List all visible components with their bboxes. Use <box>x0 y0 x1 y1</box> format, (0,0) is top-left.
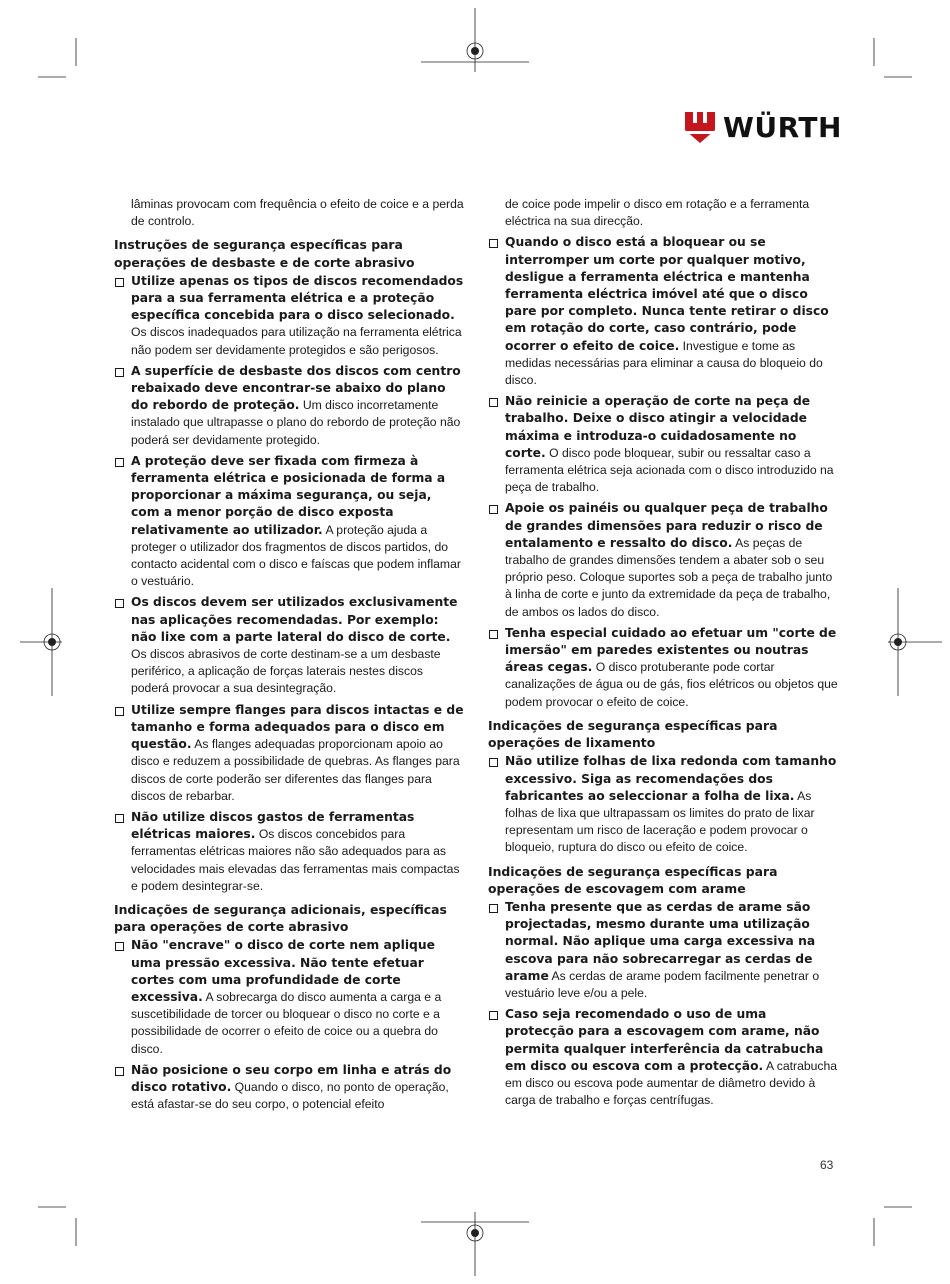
page-number: 63 <box>820 1158 834 1172</box>
checkbox-bullet-icon <box>115 707 124 716</box>
list-item: Não utilize folhas de lixa redonda com tamanho excessivo. Siga as recomendações dos fabricantes ao seleccionar a folha de lixa. As folhas de lixa que ultrapassam os limites do prato de lixar representam um risco de laceração e podem provocar o bloqueio, ruptura do disco ou efeito de coice. <box>488 753 838 856</box>
section-heading-sanding: Indicações de segurança específicas para operações de lixamento <box>488 717 778 751</box>
intro-paragraph: de coice pode impelir o disco em rotação e a ferramenta eléctrica na sua direcção. <box>505 197 810 229</box>
checkbox-bullet-icon <box>489 758 498 767</box>
checkbox-bullet-icon <box>489 239 498 248</box>
section-heading-wire-brushing: Indicações de segurança específicas para operações de escovagem com arame <box>488 863 778 896</box>
list-item: Caso seja recomendado o uso de uma protecção para a escovagem com arame, não permita qualquer interferência da catrabucha em disco ou escova com a protecção. A catrabucha em disco ou escova pode aumentar de diâmetro devido à carga de trabalho e forças centrífugas. <box>488 1006 838 1109</box>
list-item: Quando o disco está a bloquear ou se interromper um corte por qualquer motivo, desligue a ferramenta eléctrica e mantenha ferramenta eléctrica imóvel até que o disco pare por completo. Nunca tente retirar o disco em rotação do corte, caso contrário, pode ocorrer o efeito de coice. Investigue e tome as medidas necessárias para eliminar a causa do bloqueio do disco. <box>488 234 838 389</box>
checkbox-bullet-icon <box>489 904 498 913</box>
list-item: A proteção deve ser fixada com firmeza à ferramenta elétrica e posicionada de forma a proporcionar a máxima segurança, ou seja, com a menor porção de disco exposta relativamente ao utilizador. A proteção ajuda a proteger o utilizador dos fragmentos de discos partidos, do contacto acidental com o disco e faíscas que podem inflamar o vestuário. <box>114 453 464 591</box>
checkbox-bullet-icon <box>489 505 498 514</box>
list-item: Tenha especial cuidado ao efetuar um "corte de imersão" em paredes existentes ou noutras áreas cegas. O disco protuberante pode cortar canalizações de água ou de gás, fios elétricos ou objetos que podem provocar o efeito de coice. <box>488 625 838 711</box>
brand-name: WÜRTH <box>723 111 842 144</box>
checkbox-bullet-icon <box>115 942 124 951</box>
section-heading-cutting: Indicações de segurança adicionais, específicas para operações de corte abrasivo <box>114 901 447 935</box>
checkbox-bullet-icon <box>115 458 124 467</box>
list-item: Os discos devem ser utilizados exclusivamente nas aplicações recomendadas. Por exemplo: não lixe com a parte lateral do disco de corte. Os discos abrasivos de corte destinam-se a um desbaste periférico, a aplicação de forças laterais nestes discos poderá provocar a sua desintegração. <box>114 594 464 697</box>
list-item: Utilize sempre flanges para discos intactas e de tamanho e forma adequados para o disco em questão. As flanges adequadas proporcionam apoio ao disco e reduzem a possibilidade de quebras. As flanges para discos de corte poderão ser diferentes das flanges para discos de rebarbar. <box>114 702 464 805</box>
list-item: Tenha presente que as cerdas de arame são projectadas, mesmo durante uma utilização normal. Não aplique uma carga excessiva na escova para não sobrecarregar as cerdas de arame As cerdas de arame podem facilmente penetrar o vestuário leve e/ou a pele. <box>488 899 838 1002</box>
checkbox-bullet-icon <box>115 368 124 377</box>
checkbox-bullet-icon <box>489 630 498 639</box>
list-item: Não "encrave" o disco de corte nem aplique uma pressão excessiva. Não tente efetuar cortes com uma profundidade de corte excessiva. A sobrecarga do disco aumenta a carga e a suscetibilidade de torcer ou bloquear o disco no corte e a possibilidade de ocorrer o efeito de coice ou a quebra do disco. <box>114 937 464 1057</box>
left-column <box>114 196 464 1117</box>
right-column <box>488 196 838 1113</box>
checkbox-bullet-icon <box>489 398 498 407</box>
list-item: Não posicione o seu corpo em linha e atrás do disco rotativo. Quando o disco, no ponto de operação, está afastar-se do seu corpo, o potencial efeito <box>114 1062 464 1114</box>
checkbox-bullet-icon <box>489 1011 498 1020</box>
list-item: Utilize apenas os tipos de discos recomendados para a sua ferramenta elétrica e a proteção específica concebida para o disco selecionado. Os discos inadequados para utilização na ferramenta elétrica não podem ser devidamente protegidos e são perigosos. <box>114 273 464 359</box>
list-item: A superfície de desbaste dos discos com centro rebaixado deve encontrar-se abaixo do plano do rebordo de proteção. Um disco incorretamente instalado que ultrapasse o plano do rebordo de proteção não poderá ser devidamente protegido. <box>114 363 464 449</box>
list-item: Não reinicie a operação de corte na peça de trabalho. Deixe o disco atingir a velocidade máxima e introduza-o cuidadosamente no corte. O disco pode bloquear, subir ou ressaltar caso a ferramenta elétrica seja acionada com o disco introduzido na peça de trabalho. <box>488 393 838 496</box>
list-item: Apoie os painéis ou qualquer peça de trabalho de grandes dimensões para reduzir o risco de entalamento e ressalto do disco. As peças de trabalho de grandes dimensões tendem a abater sob o seu próprio peso. Coloque suportes sob a peça de trabalho junto à linha de corte e junto da extremidade da peça de trabalho, de ambos os lados do disco. <box>488 500 838 620</box>
checkbox-bullet-icon <box>115 599 124 608</box>
section-heading-grinding: Instruções de segurança específicas para operações de desbaste e de corte abrasivo <box>114 237 415 270</box>
checkbox-bullet-icon <box>115 1067 124 1076</box>
list-item: Não utilize discos gastos de ferramentas elétricas maiores. Os discos concebidos para ferramentas elétricas maiores não são adequados para as velocidades mais elevadas das ferramentas mais compactas e podem desintegrar-se. <box>114 809 464 895</box>
intro-paragraph: lâminas provocam com frequência o efeito de coice e a perda de controlo. <box>131 197 464 229</box>
checkbox-bullet-icon <box>115 278 124 287</box>
checkbox-bullet-icon <box>115 814 124 823</box>
